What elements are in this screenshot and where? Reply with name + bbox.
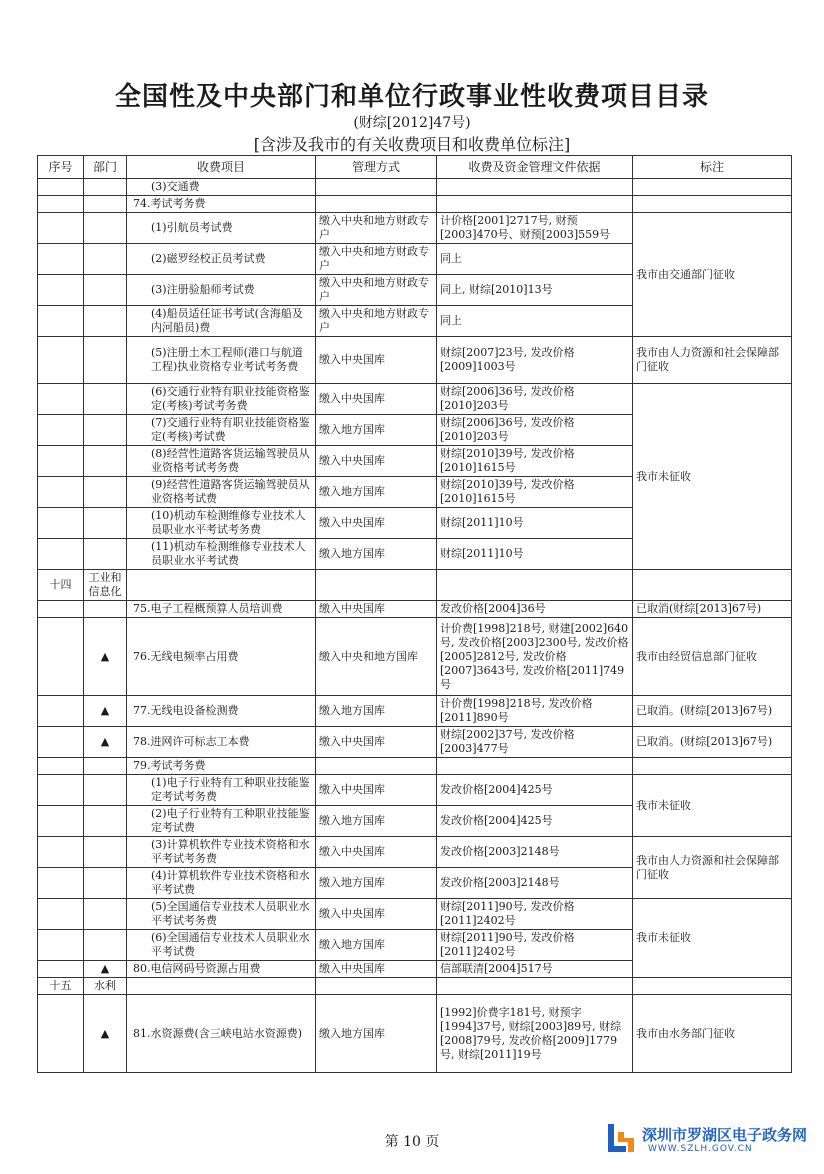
item-cell: 76.无线电频率占用费 (127, 618, 316, 696)
seq-cell (38, 539, 84, 570)
basis-cell (437, 758, 633, 775)
mgmt-cell: 缴入中央国库 (316, 837, 437, 868)
mgmt-cell: 缴入中央和地方财政专户 (316, 306, 437, 337)
seq-cell (38, 601, 84, 618)
dept-cell (84, 306, 127, 337)
basis-cell: 财综[2007]23号, 发改价格[2009]1003号 (437, 337, 633, 384)
seq-cell (38, 995, 84, 1073)
dept-cell (84, 899, 127, 930)
mgmt-cell: 缴入中央国库 (316, 337, 437, 384)
basis-cell: [1992]价费字181号, 财预字[1994]37号, 财综[2003]89号, 财综[2008]79号, 发改价格[2009]1779号, 财综[2011]19号 (437, 995, 633, 1073)
remark-cell: 已取消。(财综[2013]67号) (633, 727, 792, 758)
dept-cell (84, 477, 127, 508)
seq-cell (38, 868, 84, 899)
item-cell: (7)交通行业特有职业技能资格鉴定(考核)考试费 (127, 415, 316, 446)
remark-cell (633, 978, 792, 995)
table-row (38, 213, 792, 244)
mgmt-cell: 缴入地方国库 (316, 477, 437, 508)
item-cell: (3)计算机软件专业技术资格和水平考试考务费 (127, 837, 316, 868)
table-row (38, 601, 792, 618)
item-cell (127, 978, 316, 995)
seq-cell (38, 179, 84, 196)
basis-cell: 财综[2002]37号, 发改价格[2003]477号 (437, 727, 633, 758)
seq-cell (38, 727, 84, 758)
basis-cell: 财综[2006]36号, 发改价格[2010]203号 (437, 415, 633, 446)
col-remark: 标注 (633, 156, 792, 179)
item-cell: (3)注册验船师考试费 (127, 275, 316, 306)
basis-cell: 财综[2006]36号, 发改价格[2010]203号 (437, 384, 633, 415)
table-body (38, 179, 792, 1073)
item-cell: 81.水资源费(含三峡电站水资源费) (127, 995, 316, 1073)
item-cell: (6)交通行业特有职业技能资格鉴定(考核)考试考务费 (127, 384, 316, 415)
basis-cell: 财综[2010]39号, 发改价格[2010]1615号 (437, 446, 633, 477)
remark-cell: 我市未征收 (633, 899, 792, 978)
remark-cell: 我市由人力资源和社会保障部门征收 (633, 837, 792, 899)
seq-cell (38, 337, 84, 384)
item-cell: 79.考试考务费 (127, 758, 316, 775)
mgmt-cell: 缴入中央国库 (316, 961, 437, 978)
item-cell: (4)船员适任证书考试(含海船及内河船员)费 (127, 306, 316, 337)
basis-cell: 发改价格[2004]425号 (437, 775, 633, 806)
mgmt-cell (316, 196, 437, 213)
basis-cell (437, 978, 633, 995)
item-cell: 75.电子工程概预算人员培训费 (127, 601, 316, 618)
table-row (38, 899, 792, 930)
seq-cell (38, 275, 84, 306)
remark-cell: 我市未征收 (633, 775, 792, 837)
seq-cell (38, 244, 84, 275)
dept-cell (84, 446, 127, 477)
item-cell: (6)全国通信专业技术人员职业水平考试费 (127, 930, 316, 961)
mgmt-cell: 缴入中央国库 (316, 775, 437, 806)
dept-cell (84, 868, 127, 899)
dept-cell (84, 758, 127, 775)
mgmt-cell: 缴入中央国库 (316, 899, 437, 930)
table-row (38, 995, 792, 1073)
table-row (38, 775, 792, 806)
basis-cell: 计价费[1998]218号, 发改价格[2011]890号 (437, 696, 633, 727)
basis-cell: 发改价格[2003]2148号 (437, 868, 633, 899)
mgmt-cell: 缴入地方国库 (316, 415, 437, 446)
mgmt-cell (316, 758, 437, 775)
mgmt-cell: 缴入地方国库 (316, 539, 437, 570)
basis-cell: 发改价格[2004]425号 (437, 806, 633, 837)
mgmt-cell (316, 978, 437, 995)
col-dept: 部门 (84, 156, 127, 179)
dept-cell: ▲ (84, 618, 127, 696)
basis-cell: 同上 (437, 244, 633, 275)
remark-cell (633, 196, 792, 213)
basis-cell: 财综[2011]10号 (437, 508, 633, 539)
remark-cell: 我市未征收 (633, 384, 792, 570)
seq-cell (38, 384, 84, 415)
dept-cell (84, 775, 127, 806)
dept-cell: 水利 (84, 978, 127, 995)
mgmt-cell: 缴入地方国库 (316, 868, 437, 899)
item-cell: (8)经营性道路客货运输驾驶员从业资格考试考务费 (127, 446, 316, 477)
dept-cell (84, 806, 127, 837)
seq-cell: 十四 (38, 570, 84, 601)
mgmt-cell: 缴入中央和地方财政专户 (316, 275, 437, 306)
seq-cell: 十五 (38, 978, 84, 995)
item-cell: (5)全国通信专业技术人员职业水平考试考务费 (127, 899, 316, 930)
table-row (38, 837, 792, 868)
basis-cell: 计价格[2001]2717号, 财预[2003]470号、财预[2003]559号 (437, 213, 633, 244)
table-row (38, 696, 792, 727)
mgmt-cell (316, 570, 437, 601)
col-seq: 序号 (38, 156, 84, 179)
seq-cell (38, 930, 84, 961)
mgmt-cell: 缴入中央和地方财政专户 (316, 244, 437, 275)
dept-cell (84, 337, 127, 384)
basis-cell: 同上, 财综[2010]13号 (437, 275, 633, 306)
dept-cell (84, 508, 127, 539)
remark-cell: 我市由水务部门征收 (633, 995, 792, 1073)
mgmt-cell: 缴入中央国库 (316, 446, 437, 477)
dept-cell: ▲ (84, 727, 127, 758)
page-number: 第 10 页 (384, 1134, 440, 1150)
site-logo (604, 1118, 808, 1160)
dept-cell (84, 179, 127, 196)
dept-cell (84, 837, 127, 868)
seq-cell (38, 477, 84, 508)
col-mgmt: 管理方式 (316, 156, 437, 179)
item-cell: 80.电信网码号资源占用费 (127, 961, 316, 978)
mgmt-cell: 缴入中央国库 (316, 727, 437, 758)
dept-cell (84, 930, 127, 961)
col-basis: 收费及资金管理文件依据 (437, 156, 633, 179)
seq-cell (38, 415, 84, 446)
seq-cell (38, 213, 84, 244)
dept-cell (84, 244, 127, 275)
basis-cell: 财综[2011]10号 (437, 539, 633, 570)
mgmt-cell: 缴入地方国库 (316, 696, 437, 727)
mgmt-cell: 缴入中央国库 (316, 601, 437, 618)
item-cell: 77.无线电设备检测费 (127, 696, 316, 727)
basis-cell: 发改价格[2003]2148号 (437, 837, 633, 868)
logo-url: WWW.SZLH.GOV.CN (648, 1144, 753, 1154)
seq-cell (38, 806, 84, 837)
fee-table (37, 155, 792, 1073)
logo-name: 深圳市罗湖区电子政务网 (642, 1126, 808, 1144)
col-item: 收费项目 (127, 156, 316, 179)
item-cell: (10)机动车检测维修专业技术人员职业水平考试考务费 (127, 508, 316, 539)
dept-cell: ▲ (84, 696, 127, 727)
remark-cell (633, 179, 792, 196)
seq-cell (38, 306, 84, 337)
seq-cell (38, 837, 84, 868)
table-header-row (38, 156, 792, 179)
item-cell: (1)引航员考试费 (127, 213, 316, 244)
basis-cell: 财综[2010]39号, 发改价格[2010]1615号 (437, 477, 633, 508)
dept-cell: ▲ (84, 995, 127, 1073)
item-cell: (3)交通费 (127, 179, 316, 196)
mgmt-cell: 缴入中央国库 (316, 384, 437, 415)
basis-cell (437, 570, 633, 601)
basis-cell: 财综[2011]90号, 发改价格[2011]2402号 (437, 899, 633, 930)
table-row (38, 337, 792, 384)
seq-cell (38, 961, 84, 978)
dept-cell (84, 415, 127, 446)
item-cell: (4)计算机软件专业技术资格和水平考试费 (127, 868, 316, 899)
remark-cell (633, 758, 792, 775)
item-cell: 74.考试考务费 (127, 196, 316, 213)
table-row (38, 618, 792, 696)
seq-cell (38, 758, 84, 775)
remark-cell (633, 570, 792, 601)
item-cell: (1)电子行业特有工种职业技能鉴定考试考务费 (127, 775, 316, 806)
basis-cell: 发改价格[2004]36号 (437, 601, 633, 618)
seq-cell (38, 196, 84, 213)
logo-mark-icon (604, 1120, 640, 1156)
item-cell (127, 570, 316, 601)
item-cell: (2)电子行业特有工种职业技能鉴定考试费 (127, 806, 316, 837)
seq-cell (38, 446, 84, 477)
item-cell: (9)经营性道路客货运输驾驶员从业资格考试费 (127, 477, 316, 508)
dept-cell (84, 196, 127, 213)
mgmt-cell: 缴入地方国库 (316, 995, 437, 1073)
remark-cell: 已取消。(财综[2013]67号) (633, 696, 792, 727)
mgmt-cell: 缴入地方国库 (316, 806, 437, 837)
basis-cell (437, 196, 633, 213)
basis-cell: 计价费[1998]218号, 财建[2002]640号, 发改价格[2003]2300号, 发改价格[2005]2812号, 发改价格[2007]3643号, 发改价格[2011]749号 (437, 618, 633, 696)
table-row (38, 570, 792, 601)
seq-cell (38, 508, 84, 539)
item-cell: 78.进网许可标志工本费 (127, 727, 316, 758)
remark-cell: 我市由经贸信息部门征收 (633, 618, 792, 696)
seq-cell (38, 775, 84, 806)
dept-cell (84, 601, 127, 618)
table-row (38, 727, 792, 758)
page-title: 全国性及中央部门和单位行政事业性收费项目目录 (114, 82, 709, 112)
basis-cell: 同上 (437, 306, 633, 337)
table-row (38, 179, 792, 196)
table-row (38, 196, 792, 213)
basis-cell: 信部联清[2004]517号 (437, 961, 633, 978)
dept-cell (84, 539, 127, 570)
seq-cell (38, 899, 84, 930)
dept-cell: 工业和信息化 (84, 570, 127, 601)
table-row (38, 758, 792, 775)
doc-number: (财综[2012]47号) (353, 115, 471, 131)
table-row (38, 978, 792, 995)
item-cell: (5)注册土木工程师(港口与航道工程)执业资格专业考试考务费 (127, 337, 316, 384)
item-cell: (11)机动车检测维修专业技术人员职业水平考试费 (127, 539, 316, 570)
table-row (38, 384, 792, 415)
basis-cell (437, 179, 633, 196)
mgmt-cell: 缴入中央国库 (316, 508, 437, 539)
mgmt-cell: 缴入地方国库 (316, 930, 437, 961)
mgmt-cell (316, 179, 437, 196)
dept-cell (84, 275, 127, 306)
mgmt-cell: 缴入中央和地方财政专户 (316, 213, 437, 244)
dept-cell (84, 384, 127, 415)
annotation-note: [含涉及我市的有关收费项目和收费单位标注] (253, 135, 571, 154)
mgmt-cell: 缴入中央和地方国库 (316, 618, 437, 696)
seq-cell (38, 696, 84, 727)
dept-cell (84, 213, 127, 244)
dept-cell: ▲ (84, 961, 127, 978)
item-cell: (2)磁罗经校正员考试费 (127, 244, 316, 275)
remark-cell: 我市由人力资源和社会保障部门征收 (633, 337, 792, 384)
remark-cell: 已取消(财综[2013]67号) (633, 601, 792, 618)
basis-cell: 财综[2011]90号, 发改价格[2011]2402号 (437, 930, 633, 961)
seq-cell (38, 618, 84, 696)
remark-cell: 我市由交通部门征收 (633, 213, 792, 337)
